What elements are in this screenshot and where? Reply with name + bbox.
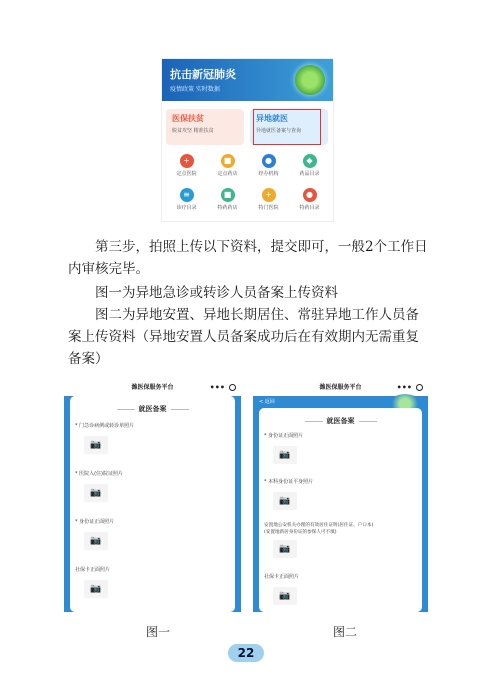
paragraph-fig1-desc: 图一为异地急诊或转诊人员备案上传资料 [95, 285, 338, 301]
camera-icon[interactable]: 📷 [84, 580, 108, 598]
figure-1-screenshot [64, 380, 241, 612]
service-label: 定点医院 [176, 171, 197, 177]
service-label: 诊疗目录 [176, 205, 197, 211]
hospital-icon: + [180, 154, 194, 168]
figure-2-caption: 图二 [333, 625, 358, 639]
poverty-relief-card[interactable] [166, 109, 244, 145]
special-drug-icon: ● [303, 188, 317, 202]
treatment-catalog-icon: ≡ [180, 188, 194, 202]
upload-label: * 医院入(住)院证照片 [75, 471, 123, 477]
camera-icon[interactable]: 📷 [273, 540, 297, 558]
app-title-bar [64, 380, 241, 396]
figure-2-screenshot [253, 380, 428, 612]
camera-icon[interactable]: 📷 [84, 484, 108, 502]
service-item-hospital[interactable] [166, 151, 207, 185]
camera-icon[interactable]: 📷 [273, 587, 297, 605]
service-label: 特药药店 [217, 205, 238, 211]
target-icon[interactable] [416, 384, 423, 391]
service-item-agency[interactable] [248, 151, 289, 185]
target-icon[interactable] [229, 384, 236, 391]
figure-1-caption: 图一 [146, 625, 171, 639]
service-item-special-drug[interactable] [289, 185, 330, 219]
more-icon[interactable]: ••• [396, 383, 412, 392]
back-button[interactable]: < 返回 [259, 399, 275, 405]
app-title: 潍医保服务平台 [131, 384, 174, 391]
more-icon[interactable]: ••• [209, 383, 225, 392]
service-label: 特药目录 [299, 205, 320, 211]
camera-icon[interactable]: 📷 [84, 532, 108, 550]
panel-title: 就医备案 [259, 416, 422, 426]
upload-label: 社保卡正面照片 [264, 574, 300, 580]
filing-panel [259, 408, 422, 612]
special-clinic-icon: + [262, 188, 276, 202]
card-title: 医保扶贫 [172, 114, 204, 123]
banner-title: 抗击新冠肺炎 [170, 68, 236, 81]
upload-label: 社保卡正面照片 [75, 567, 111, 573]
app-home-screenshot [161, 58, 334, 222]
covid-banner [162, 59, 333, 101]
service-label: 定点药店 [217, 171, 238, 177]
remote-medical-card[interactable] [250, 109, 328, 145]
service-item-treatment-catalog[interactable] [166, 185, 207, 219]
panel-title: 就医备案 [70, 404, 235, 414]
card-subtitle: 脱贫攻坚 精准扶贫 [172, 128, 214, 134]
page-number: 22 [228, 644, 264, 662]
service-label: 经办机构 [258, 171, 279, 177]
service-label: 特门医院 [258, 205, 279, 211]
agency-icon: ● [262, 154, 276, 168]
camera-icon[interactable]: 📷 [84, 436, 108, 454]
service-item-special-pharmacy[interactable] [207, 185, 248, 219]
virus-icon [295, 65, 325, 95]
paragraph-fig2-desc: 图二为异地安置、异地长期居住、常驻异地工作人员备案上传资料（异地安置人员备案成功后在有效期内无需重复备案） [68, 307, 419, 367]
app-title: 潍医保服务平台 [319, 384, 362, 391]
upload-label: * 身份证正面照片 [264, 433, 304, 439]
pharmacy-icon: ■ [221, 154, 235, 168]
card-subtitle: 异地就医备案与查询 [256, 128, 302, 134]
camera-icon[interactable]: 📷 [273, 446, 297, 464]
camera-icon[interactable]: 📷 [273, 492, 297, 510]
upload-label: * 本科身份证平身照片 [264, 479, 314, 485]
upload-label: * 身份证正面照片 [75, 519, 115, 525]
service-item-pharmacy[interactable] [207, 151, 248, 185]
special-pharmacy-icon: ■ [221, 188, 235, 202]
banner-subtitle: 疫情政策 实时数据 [170, 86, 220, 93]
paragraph-step3: 第三步，拍照上传以下资料，提交即可，一般2个工作日内审核完毕。 [68, 239, 428, 277]
service-item-special-clinic[interactable] [248, 185, 289, 219]
filing-panel [70, 396, 235, 612]
service-label: 药品目录 [299, 171, 320, 177]
upload-label: * 门急诊病例或转诊单照片 [75, 423, 135, 429]
upload-label: 安置地公安机关办理的有效居住证明(居住证、户口本) (安置地新居身份证的参保人可不填) [264, 523, 374, 535]
service-item-drug-catalog[interactable] [289, 151, 330, 185]
drug-catalog-icon: ◆ [303, 154, 317, 168]
card-title: 异地就医 [256, 114, 288, 123]
